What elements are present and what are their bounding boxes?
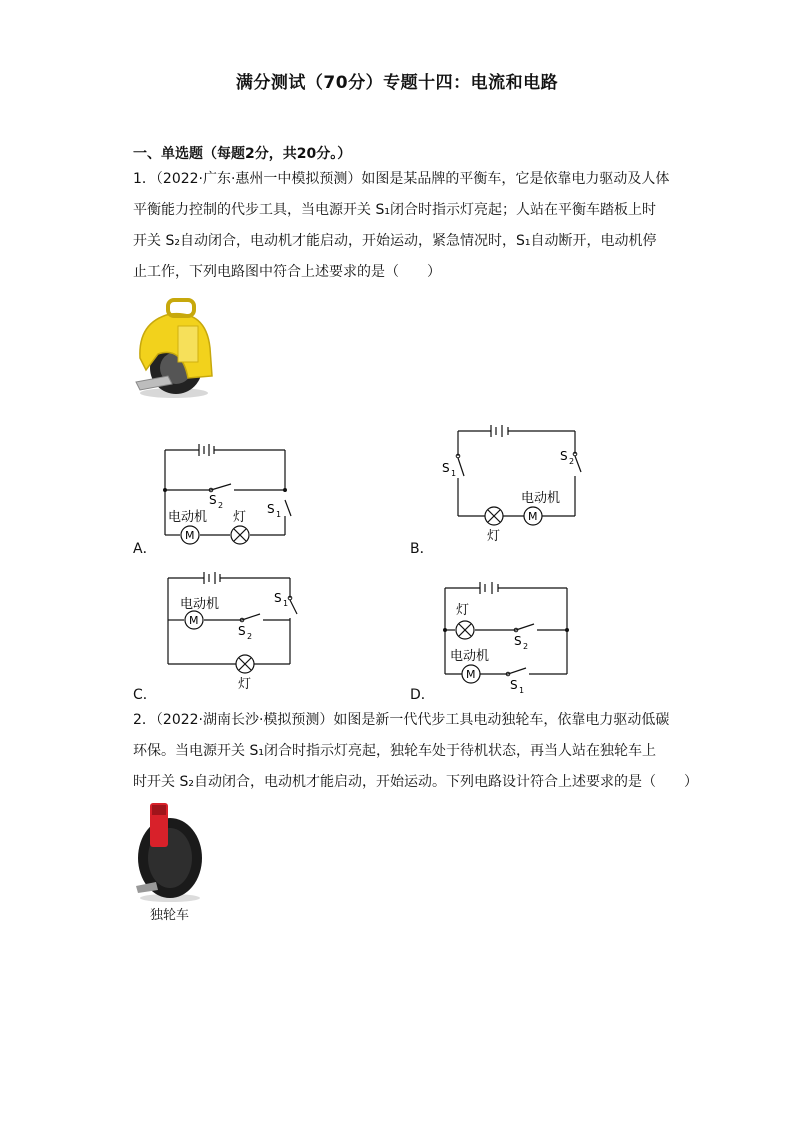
motor-symbol-label: M [466,668,476,681]
motor-label: 电动机 [450,649,490,664]
circuit-c [160,568,305,693]
s1-sub: 1 [283,599,289,608]
motor-symbol-label: M [528,510,538,523]
s1-label: S [267,502,275,516]
lamp-label: 灯 [238,677,252,692]
s1-label: S [442,461,450,475]
s1-label: S [274,591,282,605]
q2-line: 环保。当电源开关 S₁闭合时指示灯亮起，独轮车处于待机状态，再当人站在独轮车上 [133,743,656,759]
motor-label: 电动机 [521,491,561,506]
q1-line: 开关 S₂自动闭合，电动机才能启动，开始运动，紧急情况时，S₁自动断开，电动机停 [133,233,657,249]
motor-symbol-label: M [189,614,199,627]
s2-label: S [238,624,246,638]
s1-sub: 1 [519,686,525,693]
motor-label: 电动机 [180,597,220,612]
circuit-b [438,420,598,550]
lamp-label: 灯 [456,603,470,618]
q1-line: 止工作，下列电路图中符合上述要求的是（ ） [133,264,441,280]
s2-label: S [514,634,522,648]
motor-label: 电动机 [168,510,208,525]
lamp-label: 灯 [233,510,247,525]
option-b: B． [410,541,434,557]
page-title: 满分测试（70分）专题十四：电流和电路 [235,73,559,93]
unicycle-caption: 独轮车 [150,908,190,923]
question-1 [133,164,670,288]
s2-label: S [560,449,568,463]
circuit-a [155,436,305,551]
s2-label: S [209,493,217,507]
option-d: D． [410,687,435,703]
s1-label: S [510,678,518,692]
unicycle-image [130,800,210,904]
s2-sub: 2 [523,642,529,651]
option-a: A． [133,541,157,557]
q2-line: 2．（2022·湖南长沙·模拟预测）如图是新一代代步工具电动独轮车，依靠电力驱动低碳 [133,712,670,728]
s2-sub: 2 [569,457,575,466]
s1-sub: 1 [276,510,282,519]
s2-sub: 2 [247,632,253,641]
q1-line: 1．（2022·广东·惠州一中模拟预测）如图是某品牌的平衡车，它是依靠电力驱动及人体 [133,171,670,187]
balance-car-image [128,298,218,400]
lamp-label: 灯 [487,529,501,544]
s1-sub: 1 [451,469,457,478]
q1-line: 平衡能力控制的代步工具，当电源开关 S₁闭合时指示灯亮起；人站在平衡车踏板上时 [133,202,656,218]
question-2 [133,705,698,798]
s2-sub: 2 [218,501,224,510]
motor-symbol-label: M [185,529,195,542]
option-c: C． [133,687,157,703]
circuit-d [440,578,575,693]
q2-line: 时开关 S₂自动闭合，电动机才能启动，开始运动。下列电路设计符合上述要求的是（ ） [133,774,698,790]
section-heading: 一、单选题（每题2分，共20分。） [133,146,352,162]
